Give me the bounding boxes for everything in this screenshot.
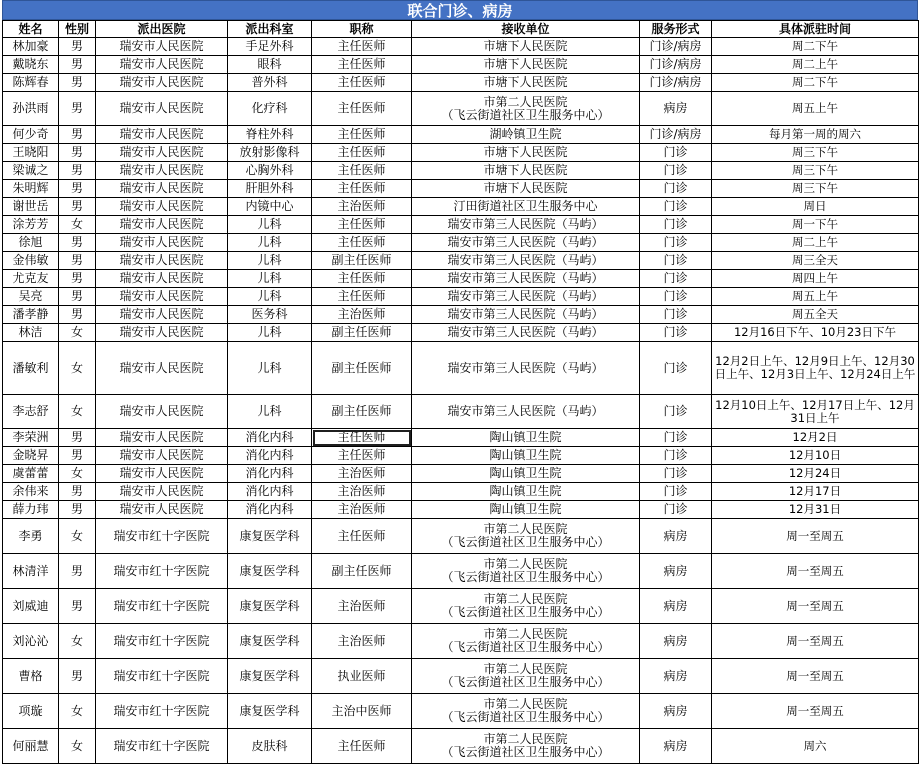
hospital-cell[interactable]: 瑞安市人民医院 — [96, 306, 228, 324]
service-type-cell[interactable]: 病房 — [640, 92, 712, 126]
gender-cell[interactable]: 男 — [59, 74, 96, 92]
hospital-cell[interactable]: 瑞安市人民医院 — [96, 38, 228, 56]
gender-cell[interactable]: 女 — [59, 216, 96, 234]
table-row — [3, 162, 919, 180]
gender-cell[interactable]: 男 — [59, 252, 96, 270]
spreadsheet — [2, 0, 918, 764]
hospital-cell[interactable]: 瑞安市人民医院 — [96, 270, 228, 288]
table-row — [3, 694, 919, 729]
receiving-unit-cell[interactable]: 湖岭镇卫生院 — [412, 126, 640, 144]
table-row — [3, 180, 919, 198]
name-cell[interactable]: 徐旭 — [3, 234, 59, 252]
title-cell[interactable]: 主任医师 — [312, 270, 412, 288]
hospital-cell[interactable]: 瑞安市人民医院 — [96, 324, 228, 342]
schedule-cell[interactable]: 周五上午 — [712, 92, 919, 126]
title-cell[interactable]: 主任医师 — [312, 38, 412, 56]
department-cell[interactable]: 康复医学科 — [228, 694, 312, 729]
schedule-cell[interactable]: 每月第一周的周六 — [712, 126, 919, 144]
name-cell[interactable]: 李荣洲 — [3, 429, 59, 447]
table-row — [3, 198, 919, 216]
schedule-cell[interactable]: 周三下午 — [712, 144, 919, 162]
gender-cell[interactable]: 女 — [59, 519, 96, 554]
gender-cell[interactable]: 男 — [59, 198, 96, 216]
name-cell[interactable]: 孙洪雨 — [3, 92, 59, 126]
hospital-cell[interactable]: 瑞安市红十字医院 — [96, 659, 228, 694]
schedule-cell[interactable]: 周一至周五 — [712, 659, 919, 694]
department-cell[interactable]: 消化内科 — [228, 501, 312, 519]
name-cell[interactable]: 曹格 — [3, 659, 59, 694]
gender-cell[interactable]: 男 — [59, 144, 96, 162]
name-cell[interactable]: 陈辉春 — [3, 74, 59, 92]
title-cell[interactable]: 副主任医师 — [312, 554, 412, 589]
service-type-cell[interactable]: 门诊/病房 — [640, 74, 712, 92]
table-body — [3, 38, 919, 764]
service-type-cell[interactable]: 门诊 — [640, 395, 712, 429]
title-cell[interactable]: 主治医师 — [312, 483, 412, 501]
department-cell[interactable]: 化疗科 — [228, 92, 312, 126]
service-type-cell[interactable]: 病房 — [640, 729, 712, 764]
schedule-cell[interactable]: 12月2日 — [712, 429, 919, 447]
service-type-cell[interactable]: 门诊 — [640, 234, 712, 252]
name-cell[interactable]: 戴晓东 — [3, 56, 59, 74]
gender-cell[interactable]: 男 — [59, 554, 96, 589]
table-row — [3, 395, 919, 429]
schedule-cell[interactable]: 周三下午 — [712, 180, 919, 198]
schedule-cell[interactable]: 周一至周五 — [712, 624, 919, 659]
title-cell[interactable]: 主任医师 — [312, 56, 412, 74]
schedule-cell[interactable]: 周一下午 — [712, 216, 919, 234]
department-cell[interactable]: 儿科 — [228, 342, 312, 395]
name-cell[interactable]: 刘威迪 — [3, 589, 59, 624]
department-cell[interactable]: 儿科 — [228, 234, 312, 252]
gender-cell[interactable]: 男 — [59, 659, 96, 694]
department-cell[interactable]: 儿科 — [228, 252, 312, 270]
header-sending-hospital[interactable]: 派出医院 — [96, 21, 228, 38]
department-cell[interactable]: 消化内科 — [228, 483, 312, 501]
hospital-cell[interactable]: 瑞安市红十字医院 — [96, 694, 228, 729]
receiving-unit-cell[interactable]: 市塘下人民医院 — [412, 74, 640, 92]
gender-cell[interactable]: 男 — [59, 429, 96, 447]
receiving-unit-cell[interactable]: 陶山镇卫生院 — [412, 429, 640, 447]
table-row — [3, 501, 919, 519]
table-row — [3, 92, 919, 126]
title-cell[interactable]: 主任医师 — [312, 144, 412, 162]
receiving-unit-cell[interactable]: 瑞安市第三人民医院（马屿） — [412, 252, 640, 270]
gender-cell[interactable]: 男 — [59, 306, 96, 324]
schedule-cell[interactable]: 12月2日上午、12月9日上午、12月30日上午、12月3日上午、12月24日上午 — [712, 342, 919, 395]
service-type-cell[interactable]: 门诊 — [640, 342, 712, 395]
department-cell[interactable]: 康复医学科 — [228, 519, 312, 554]
name-cell[interactable]: 潘敏利 — [3, 342, 59, 395]
schedule-cell[interactable]: 12月24日 — [712, 465, 919, 483]
gender-cell[interactable]: 男 — [59, 234, 96, 252]
table-row — [3, 126, 919, 144]
gender-cell[interactable]: 男 — [59, 56, 96, 74]
department-cell[interactable]: 心胸外科 — [228, 162, 312, 180]
receiving-unit-cell[interactable]: 市第二人民医院 （飞云街道社区卫生服务中心） — [412, 659, 640, 694]
hospital-cell[interactable]: 瑞安市人民医院 — [96, 144, 228, 162]
service-type-cell[interactable]: 病房 — [640, 624, 712, 659]
department-cell[interactable]: 儿科 — [228, 395, 312, 429]
gender-cell[interactable]: 男 — [59, 92, 96, 126]
gender-cell[interactable]: 女 — [59, 694, 96, 729]
title-cell[interactable]: 主治医师 — [312, 589, 412, 624]
name-cell[interactable]: 林清洋 — [3, 554, 59, 589]
header-row — [3, 21, 919, 38]
gender-cell[interactable]: 男 — [59, 38, 96, 56]
schedule-cell[interactable]: 周一至周五 — [712, 589, 919, 624]
hospital-cell[interactable]: 瑞安市人民医院 — [96, 56, 228, 74]
name-cell[interactable]: 尤克友 — [3, 270, 59, 288]
department-cell[interactable]: 肝胆外科 — [228, 180, 312, 198]
gender-cell[interactable]: 男 — [59, 162, 96, 180]
gender-cell[interactable]: 女 — [59, 395, 96, 429]
receiving-unit-cell[interactable]: 瑞安市第三人民医院（马屿） — [412, 306, 640, 324]
service-type-cell[interactable]: 门诊/病房 — [640, 126, 712, 144]
department-cell[interactable]: 儿科 — [228, 288, 312, 306]
schedule-cell[interactable]: 周二下午 — [712, 74, 919, 92]
title-cell[interactable]: 副主任医师 — [312, 324, 412, 342]
header-name[interactable]: 姓名 — [3, 21, 59, 38]
receiving-unit-cell[interactable]: 瑞安市第三人民医院（马屿） — [412, 324, 640, 342]
service-type-cell[interactable]: 病房 — [640, 589, 712, 624]
hospital-cell[interactable]: 瑞安市红十字医院 — [96, 554, 228, 589]
department-cell[interactable]: 手足外科 — [228, 38, 312, 56]
gender-cell[interactable]: 女 — [59, 465, 96, 483]
gender-cell[interactable]: 男 — [59, 589, 96, 624]
table-row — [3, 342, 919, 395]
gender-cell[interactable]: 女 — [59, 324, 96, 342]
title-cell[interactable]: 副主任医师 — [312, 252, 412, 270]
name-cell[interactable]: 吴亮 — [3, 288, 59, 306]
receiving-unit-cell[interactable]: 市第二人民医院 （飞云街道社区卫生服务中心） — [412, 729, 640, 764]
department-cell[interactable]: 医务科 — [228, 306, 312, 324]
schedule-cell[interactable]: 周一至周五 — [712, 554, 919, 589]
table-row — [3, 465, 919, 483]
receiving-unit-cell[interactable]: 瑞安市第三人民医院（马屿） — [412, 395, 640, 429]
service-type-cell[interactable]: 门诊 — [640, 288, 712, 306]
department-cell[interactable]: 消化内科 — [228, 429, 312, 447]
title-cell[interactable]: 主任医师 — [312, 729, 412, 764]
receiving-unit-cell[interactable]: 市第二人民医院 （飞云街道社区卫生服务中心） — [412, 694, 640, 729]
title-cell[interactable]: 主任医师 — [312, 74, 412, 92]
name-cell[interactable]: 虞蕾蕾 — [3, 465, 59, 483]
hospital-cell[interactable]: 瑞安市人民医院 — [96, 74, 228, 92]
title-cell[interactable]: 主治医师 — [312, 198, 412, 216]
title-cell[interactable]: 主任医师 — [312, 216, 412, 234]
title-cell[interactable]: 副主任医师 — [312, 342, 412, 395]
service-type-cell[interactable]: 门诊/病房 — [640, 56, 712, 74]
name-cell[interactable]: 梁诚之 — [3, 162, 59, 180]
name-cell[interactable]: 潘孝静 — [3, 306, 59, 324]
title-cell[interactable]: 主任医师 — [312, 429, 412, 447]
gender-cell[interactable]: 男 — [59, 270, 96, 288]
table-row — [3, 554, 919, 589]
hospital-cell[interactable]: 瑞安市人民医院 — [96, 465, 228, 483]
schedule-cell[interactable]: 周三下午 — [712, 162, 919, 180]
schedule-cell[interactable]: 周二上午 — [712, 234, 919, 252]
service-type-cell[interactable]: 病房 — [640, 519, 712, 554]
name-cell[interactable]: 李勇 — [3, 519, 59, 554]
name-cell[interactable]: 何少奇 — [3, 126, 59, 144]
service-type-cell[interactable]: 门诊 — [640, 198, 712, 216]
name-cell[interactable]: 金晓昇 — [3, 447, 59, 465]
service-type-cell[interactable]: 门诊 — [640, 270, 712, 288]
table-row — [3, 144, 919, 162]
department-cell[interactable]: 皮肤科 — [228, 729, 312, 764]
name-cell[interactable]: 项璇 — [3, 694, 59, 729]
hospital-cell[interactable]: 瑞安市红十字医院 — [96, 519, 228, 554]
hospital-cell[interactable]: 瑞安市人民医院 — [96, 216, 228, 234]
title-cell[interactable]: 主治医师 — [312, 501, 412, 519]
table-row — [3, 38, 919, 56]
title-cell[interactable]: 主任医师 — [312, 126, 412, 144]
receiving-unit-cell[interactable]: 市塘下人民医院 — [412, 162, 640, 180]
hospital-cell[interactable]: 瑞安市人民医院 — [96, 395, 228, 429]
department-cell[interactable]: 儿科 — [228, 216, 312, 234]
service-type-cell[interactable]: 门诊 — [640, 144, 712, 162]
receiving-unit-cell[interactable]: 市塘下人民医院 — [412, 38, 640, 56]
name-cell[interactable]: 薛力玮 — [3, 501, 59, 519]
header-title[interactable]: 职称 — [312, 21, 412, 38]
header-service-type[interactable]: 服务形式 — [640, 21, 712, 38]
receiving-unit-cell[interactable]: 陶山镇卫生院 — [412, 447, 640, 465]
receiving-unit-cell[interactable]: 市第二人民医院 （飞云街道社区卫生服务中心） — [412, 554, 640, 589]
receiving-unit-cell[interactable]: 瑞安市第三人民医院（马屿） — [412, 270, 640, 288]
gender-cell[interactable]: 男 — [59, 483, 96, 501]
name-cell[interactable]: 朱明辉 — [3, 180, 59, 198]
schedule-cell[interactable]: 周三全天 — [712, 252, 919, 270]
hospital-cell[interactable]: 瑞安市人民医院 — [96, 234, 228, 252]
service-type-cell[interactable]: 门诊 — [640, 162, 712, 180]
title-cell[interactable]: 主任医师 — [312, 288, 412, 306]
title-cell[interactable]: 主治医师 — [312, 306, 412, 324]
service-type-cell[interactable]: 门诊 — [640, 429, 712, 447]
name-cell[interactable]: 刘沁沁 — [3, 624, 59, 659]
header-schedule[interactable]: 具体派驻时间 — [712, 21, 919, 38]
hospital-cell[interactable]: 瑞安市人民医院 — [96, 252, 228, 270]
department-cell[interactable]: 康复医学科 — [228, 589, 312, 624]
receiving-unit-cell[interactable]: 市第二人民医院 （飞云街道社区卫生服务中心） — [412, 589, 640, 624]
hospital-cell[interactable]: 瑞安市人民医院 — [96, 483, 228, 501]
name-cell[interactable]: 林加豪 — [3, 38, 59, 56]
receiving-unit-cell[interactable]: 市塘下人民医院 — [412, 56, 640, 74]
service-type-cell[interactable]: 门诊 — [640, 483, 712, 501]
hospital-cell[interactable]: 瑞安市人民医院 — [96, 447, 228, 465]
department-cell[interactable]: 消化内科 — [228, 447, 312, 465]
receiving-unit-cell[interactable]: 陶山镇卫生院 — [412, 501, 640, 519]
gender-cell[interactable]: 男 — [59, 126, 96, 144]
service-type-cell[interactable]: 病房 — [640, 694, 712, 729]
name-cell[interactable]: 李志舒 — [3, 395, 59, 429]
schedule-cell[interactable]: 周五上午 — [712, 288, 919, 306]
receiving-unit-cell[interactable]: 市第二人民医院 （飞云街道社区卫生服务中心） — [412, 519, 640, 554]
title-cell[interactable]: 副主任医师 — [312, 395, 412, 429]
table-row — [3, 659, 919, 694]
name-cell[interactable]: 何丽慧 — [3, 729, 59, 764]
table-row — [3, 447, 919, 465]
department-cell[interactable]: 康复医学科 — [228, 554, 312, 589]
department-cell[interactable]: 眼科 — [228, 56, 312, 74]
title-cell[interactable]: 主任医师 — [312, 447, 412, 465]
service-type-cell[interactable]: 门诊 — [640, 501, 712, 519]
service-type-cell[interactable]: 门诊 — [640, 252, 712, 270]
receiving-unit-cell[interactable]: 市第二人民医院 （飞云街道社区卫生服务中心） — [412, 624, 640, 659]
schedule-cell[interactable]: 周六 — [712, 729, 919, 764]
schedule-cell[interactable]: 12月31日 — [712, 501, 919, 519]
department-cell[interactable]: 普外科 — [228, 74, 312, 92]
title-cell[interactable]: 主任医师 — [312, 162, 412, 180]
table-row — [3, 306, 919, 324]
schedule-cell[interactable]: 周四上午 — [712, 270, 919, 288]
receiving-unit-cell[interactable]: 瑞安市第三人民医院（马屿） — [412, 234, 640, 252]
sheet-title[interactable]: 联合门诊、病房 — [2, 0, 918, 20]
service-type-cell[interactable]: 门诊 — [640, 324, 712, 342]
hospital-cell[interactable]: 瑞安市人民医院 — [96, 162, 228, 180]
table-row — [3, 624, 919, 659]
department-cell[interactable]: 内镜中心 — [228, 198, 312, 216]
service-type-cell[interactable]: 病房 — [640, 554, 712, 589]
schedule-table — [2, 20, 919, 764]
table-row — [3, 56, 919, 74]
title-cell[interactable]: 主治医师 — [312, 624, 412, 659]
department-cell[interactable]: 康复医学科 — [228, 659, 312, 694]
schedule-cell[interactable]: 周二下午 — [712, 38, 919, 56]
table-row — [3, 519, 919, 554]
hospital-cell[interactable]: 瑞安市人民医院 — [96, 198, 228, 216]
schedule-cell[interactable]: 12月16日下午、10月23日下午 — [712, 324, 919, 342]
gender-cell[interactable]: 女 — [59, 729, 96, 764]
name-cell[interactable]: 涂芳芳 — [3, 216, 59, 234]
receiving-unit-cell[interactable]: 瑞安市第三人民医院（马屿） — [412, 342, 640, 395]
table-row — [3, 324, 919, 342]
table-row — [3, 270, 919, 288]
department-cell[interactable]: 康复医学科 — [228, 624, 312, 659]
table-row — [3, 429, 919, 447]
table-row — [3, 234, 919, 252]
department-cell[interactable]: 放射影像科 — [228, 144, 312, 162]
service-type-cell[interactable]: 门诊 — [640, 447, 712, 465]
schedule-cell[interactable]: 12月10日 — [712, 447, 919, 465]
gender-cell[interactable]: 女 — [59, 342, 96, 395]
department-cell[interactable]: 脊柱外科 — [228, 126, 312, 144]
hospital-cell[interactable]: 瑞安市人民医院 — [96, 288, 228, 306]
schedule-cell[interactable]: 周一至周五 — [712, 694, 919, 729]
title-cell[interactable]: 主任医师 — [312, 234, 412, 252]
header-gender[interactable]: 性别 — [59, 21, 96, 38]
receiving-unit-cell[interactable]: 瑞安市第三人民医院（马屿） — [412, 216, 640, 234]
service-type-cell[interactable]: 病房 — [640, 659, 712, 694]
table-row — [3, 74, 919, 92]
name-cell[interactable]: 王晓阳 — [3, 144, 59, 162]
service-type-cell[interactable]: 门诊 — [640, 180, 712, 198]
gender-cell[interactable]: 男 — [59, 180, 96, 198]
schedule-cell[interactable]: 周五全天 — [712, 306, 919, 324]
schedule-cell[interactable]: 12月17日 — [712, 483, 919, 501]
receiving-unit-cell[interactable]: 陶山镇卫生院 — [412, 483, 640, 501]
service-type-cell[interactable]: 门诊/病房 — [640, 38, 712, 56]
schedule-cell[interactable]: 周日 — [712, 198, 919, 216]
hospital-cell[interactable]: 瑞安市红十字医院 — [96, 624, 228, 659]
table-row — [3, 252, 919, 270]
hospital-cell[interactable]: 瑞安市红十字医院 — [96, 729, 228, 764]
hospital-cell[interactable]: 瑞安市人民医院 — [96, 429, 228, 447]
hospital-cell[interactable]: 瑞安市人民医院 — [96, 180, 228, 198]
title-cell[interactable]: 执业医师 — [312, 659, 412, 694]
table-row — [3, 216, 919, 234]
department-cell[interactable]: 消化内科 — [228, 465, 312, 483]
service-type-cell[interactable]: 门诊 — [640, 306, 712, 324]
receiving-unit-cell[interactable]: 市第二人民医院 （飞云街道社区卫生服务中心） — [412, 92, 640, 126]
gender-cell[interactable]: 男 — [59, 501, 96, 519]
schedule-cell[interactable]: 12月10日上午、12月17日上午、12月31日上午 — [712, 395, 919, 429]
schedule-cell[interactable]: 周一至周五 — [712, 519, 919, 554]
department-cell[interactable]: 儿科 — [228, 270, 312, 288]
receiving-unit-cell[interactable]: 市塘下人民医院 — [412, 144, 640, 162]
hospital-cell[interactable]: 瑞安市红十字医院 — [96, 589, 228, 624]
table-row — [3, 729, 919, 764]
title-cell[interactable]: 主任医师 — [312, 180, 412, 198]
service-type-cell[interactable]: 门诊 — [640, 216, 712, 234]
gender-cell[interactable]: 男 — [59, 447, 96, 465]
header-sending-department[interactable]: 派出科室 — [228, 21, 312, 38]
table-row — [3, 483, 919, 501]
hospital-cell[interactable]: 瑞安市人民医院 — [96, 92, 228, 126]
receiving-unit-cell[interactable]: 市塘下人民医院 — [412, 180, 640, 198]
hospital-cell[interactable]: 瑞安市人民医院 — [96, 501, 228, 519]
title-cell[interactable]: 主任医师 — [312, 519, 412, 554]
title-cell[interactable]: 主任医师 — [312, 92, 412, 126]
gender-cell[interactable]: 男 — [59, 288, 96, 306]
hospital-cell[interactable]: 瑞安市人民医院 — [96, 126, 228, 144]
department-cell[interactable]: 儿科 — [228, 324, 312, 342]
service-type-cell[interactable]: 门诊 — [640, 465, 712, 483]
name-cell[interactable]: 余伟来 — [3, 483, 59, 501]
name-cell[interactable]: 林洁 — [3, 324, 59, 342]
name-cell[interactable]: 谢世岳 — [3, 198, 59, 216]
hospital-cell[interactable]: 瑞安市人民医院 — [96, 342, 228, 395]
receiving-unit-cell[interactable]: 瑞安市第三人民医院（马屿） — [412, 288, 640, 306]
title-cell[interactable]: 主治中医师 — [312, 694, 412, 729]
title-cell[interactable]: 主治医师 — [312, 465, 412, 483]
header-receiving-unit[interactable]: 接收单位 — [412, 21, 640, 38]
gender-cell[interactable]: 女 — [59, 624, 96, 659]
table-row — [3, 288, 919, 306]
name-cell[interactable]: 金伟敏 — [3, 252, 59, 270]
receiving-unit-cell[interactable]: 汀田街道社区卫生服务中心 — [412, 198, 640, 216]
schedule-cell[interactable]: 周二上午 — [712, 56, 919, 74]
table-row — [3, 589, 919, 624]
receiving-unit-cell[interactable]: 陶山镇卫生院 — [412, 465, 640, 483]
